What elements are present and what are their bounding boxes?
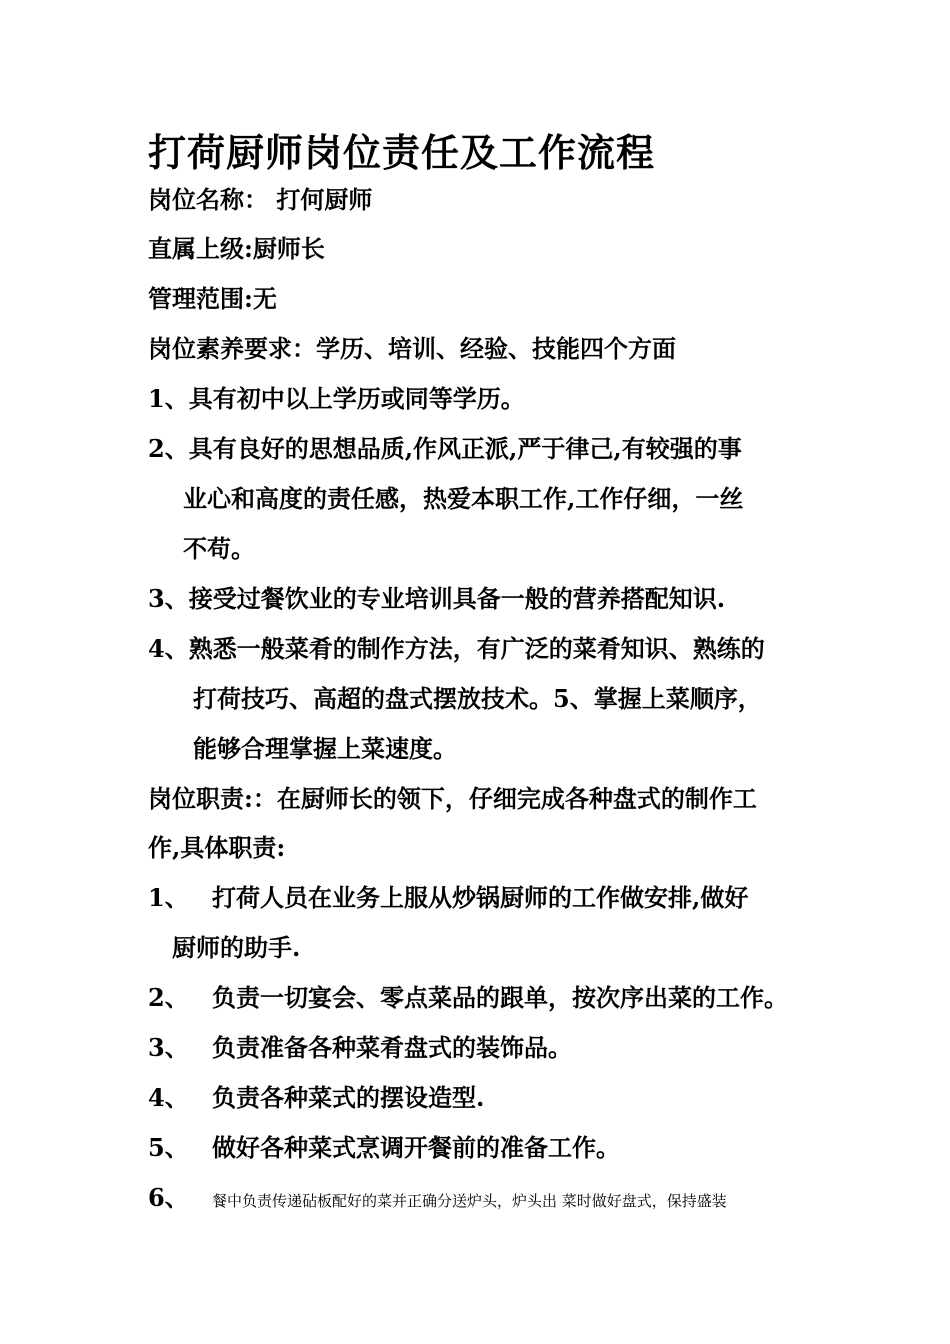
- position-name: 岗位名称： 打何厨师: [148, 185, 373, 214]
- duty-6-text: 餐中负责传递砧板配好的菜并正确分送炉头，炉头出 菜时做好盘式，保持盛装: [212, 1192, 727, 1210]
- duty-3: [148, 1032, 572, 1064]
- duties-line-1: 岗位职责:：在厨师长的领下，仔细完成各种盘式的制作工: [148, 784, 757, 813]
- duty-1-line-2: 厨师的助手.: [172, 933, 301, 962]
- requirement-2-line-2: 业心和高度的责任感，热爱本职工作,工作仔细，一丝: [183, 484, 744, 513]
- duties-line-2: 作,具体职责:: [148, 833, 286, 862]
- duty-4-number: 4、: [148, 1083, 189, 1112]
- requirement-2-line-1: 2、具有良好的思想品质,作风正派,严于律己,有较强的事: [148, 434, 742, 463]
- duty-5-text: 做好各种菜式烹调开餐前的准备工作。: [212, 1133, 620, 1162]
- superior: 直属上级:厨师长: [148, 234, 325, 263]
- requirement-4-line-3: 能够合理掌握上菜速度。: [193, 734, 457, 763]
- duty-2: [148, 982, 788, 1014]
- duty-1-line-1: [148, 882, 748, 914]
- duty-5: [148, 1132, 620, 1164]
- duty-1-text: 打荷人员在业务上服从炒锅厨师的工作做安排,做好: [212, 883, 749, 912]
- duty-3-number: 3、: [148, 1033, 189, 1062]
- requirements-heading: 岗位素养要求：学历、培训、经验、技能四个方面: [148, 334, 676, 363]
- requirement-4-line-1: 4、熟悉一般菜肴的制作方法，有广泛的菜肴知识、熟练的: [148, 634, 765, 663]
- duty-3-text: 负责准备各种菜肴盘式的装饰品。: [212, 1033, 572, 1062]
- duty-1-number: 1、: [148, 883, 189, 912]
- duty-4: [148, 1082, 484, 1114]
- duty-2-number: 2、: [148, 983, 189, 1012]
- requirement-1: 1、具有初中以上学历或同等学历。: [148, 384, 525, 413]
- duty-6: [148, 1182, 727, 1217]
- duty-6-number: 6、: [148, 1183, 189, 1212]
- management-scope: 管理范围:无: [148, 284, 277, 313]
- page-title: 打荷厨师岗位责任及工作流程: [148, 130, 656, 175]
- requirement-2-line-3: 不苟。: [183, 534, 255, 563]
- duty-4-text: 负责各种菜式的摆设造型.: [212, 1083, 485, 1112]
- duty-2-text: 负责一切宴会、零点菜品的跟单，按次序出菜的工作。: [212, 983, 788, 1012]
- requirement-3: 3、接受过餐饮业的专业培训具备一般的营养搭配知识.: [148, 584, 726, 613]
- duty-5-number: 5、: [148, 1133, 189, 1162]
- requirement-4-line-2: 打荷技巧、高超的盘式摆放技术。5、掌握上菜顺序，: [193, 684, 762, 713]
